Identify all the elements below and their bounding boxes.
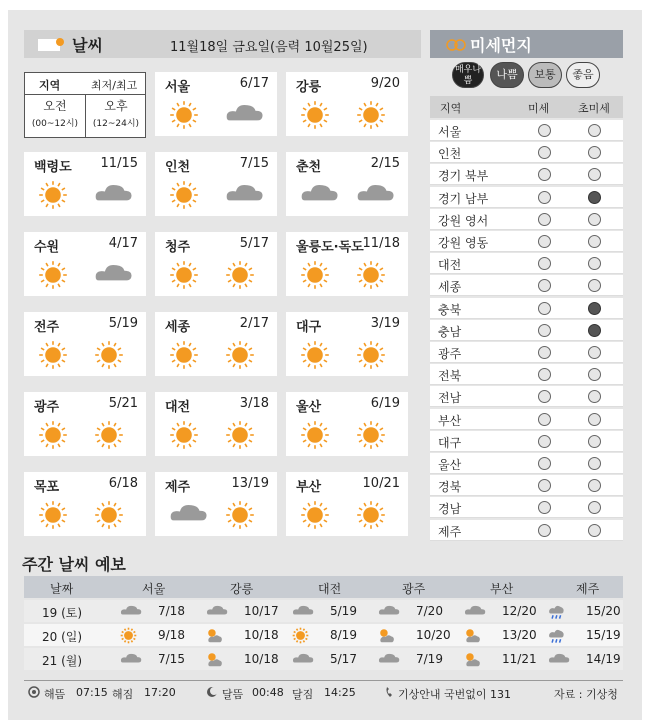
pm10-dot [538,479,551,492]
weekly-temp: 9/18 [158,628,185,642]
sun-icon [169,340,199,370]
sunrise-icon [28,686,40,698]
pm10-dot [538,168,551,181]
weekly-title: 주간 날씨 예보 [22,555,126,574]
sunset-time: 17:20 [144,686,176,699]
date-text: 11월18일 금요일(음력 10월25일) [170,40,368,55]
pm25-dot [588,168,601,181]
sunset-label: 해짐 [112,688,134,701]
city-card [155,232,277,296]
pm25-dot [588,413,601,426]
city-temp: 5/17 [239,236,269,251]
weekly-temp: 13/20 [502,628,537,642]
rain-icon [548,603,565,620]
dust-region: 전북 [438,369,462,384]
pm10-dot [538,235,551,248]
pm10-dot [538,524,551,537]
pm10-dot [538,390,551,403]
dust-region: 대구 [438,435,462,450]
city-card [24,232,146,296]
cloud-icon [356,180,395,204]
legend-minmax: 최저/최고 [91,79,138,92]
weekly-temp: 10/18 [244,652,279,666]
pm10-dot [538,368,551,381]
city-temp: 2/15 [370,156,400,171]
dust-head-pm25: 초미세 [578,102,610,115]
pm25-dot [588,346,601,359]
dust-region: 충남 [438,324,462,339]
dust-region: 경기 남부 [438,191,489,206]
sun-icon [169,260,199,290]
cloud-icon [120,651,142,665]
footer [24,680,623,702]
city-card [286,312,408,376]
weekly-temp: 15/20 [586,604,621,618]
sun-icon [356,500,386,530]
city-name: 서울 [165,80,191,95]
dust-row [430,298,623,319]
dust-row [430,320,623,341]
dust-region: 인천 [438,147,462,162]
city-temp: 6/19 [370,396,400,411]
city-temp: 5/21 [108,396,138,411]
dust-table [430,96,623,540]
sun-icon [300,420,330,450]
weekly-day: 19 (토) [42,606,83,620]
pm25-dot [588,257,601,270]
sun-icon [38,420,68,450]
dust-head-region: 지역 [440,102,462,115]
weekly-temp: 7/19 [416,652,443,666]
dust-row [430,142,623,163]
city-card [286,72,408,136]
dust-region: 서울 [438,125,462,139]
sun-icon [169,420,199,450]
weekly-temp: 8/19 [330,628,357,642]
pm25-dot [588,124,601,137]
city-card [286,392,408,456]
sun-icon [292,627,309,644]
legend-region: 지역 [39,79,61,92]
city-card [286,232,408,296]
city-temp: 3/19 [370,316,400,331]
pm10-dot [538,213,551,226]
city-name: 울릉도·독도 [296,240,364,255]
weekly-temp: 5/19 [330,604,357,618]
legend-pm-sub: (12~24시) [92,119,140,129]
weekly-temp: 15/19 [586,628,621,642]
city-card [286,472,408,536]
weekly-temp: 10/17 [244,604,279,618]
city-name: 광주 [34,400,60,415]
pm10-dot [538,435,551,448]
weekly-temp: 7/18 [158,604,185,618]
dust-row [430,497,623,518]
dust-region: 세종 [438,280,462,295]
cloud-icon [169,500,208,524]
weekly-temp: 5/17 [330,652,357,666]
pm25-dot [588,435,601,448]
pm25-dot [588,501,601,514]
pm10-dot [538,302,551,315]
city-temp: 4/17 [108,236,138,251]
city-name: 대전 [165,400,191,415]
sun-cloud-icon [206,627,223,644]
sun-icon [169,100,199,130]
pm25-dot [588,191,601,204]
dust-row [430,364,623,385]
weekly-temp: 7/20 [416,604,443,618]
sunrise-label: 해뜸 [44,688,66,701]
city-card [286,152,408,216]
sun-icon [120,627,137,644]
sun-cloud-icon [378,627,395,644]
dust-legend-item: 좋음 [566,62,600,88]
sun-cloud-icon [464,627,481,644]
dust-region: 부산 [438,413,462,428]
weekly-city-0: 서울 [142,582,166,596]
sun-icon [94,420,124,450]
dust-region: 광주 [438,347,462,361]
phone-text: 기상안내 국번없이 131 [398,688,511,701]
dust-row [430,231,623,252]
dust-row [430,431,623,452]
dust-region: 경남 [438,502,462,517]
city-name: 춘천 [296,160,322,175]
cloud-icon [225,180,264,204]
dust-row [430,187,623,208]
sun-icon [300,340,330,370]
pm25-dot [588,390,601,403]
moonrise-time: 00:48 [252,686,284,699]
city-name: 세종 [165,320,191,335]
city-name: 제주 [165,480,191,495]
pm25-dot [588,524,601,537]
pm10-dot [538,124,551,137]
city-temp: 3/18 [239,396,269,411]
cloud-icon [120,603,142,617]
sun-icon [225,260,255,290]
dust-region: 울산 [438,458,462,472]
rain-icon [548,627,565,644]
pm25-dot [588,146,601,159]
city-name: 울산 [296,400,322,415]
city-card [155,72,277,136]
city-card [155,312,277,376]
weekly-city-5: 제주 [576,582,600,596]
city-name: 수원 [34,240,60,255]
city-card [24,152,146,216]
pm25-dot [588,479,601,492]
sunrise-time: 07:15 [76,686,108,699]
pm10-dot [538,257,551,270]
dust-region: 강원 영서 [438,213,489,228]
weekly-city-1: 강릉 [230,582,254,596]
sun-icon [94,500,124,530]
dust-legend-item: 보통 [528,62,562,88]
cloud-icon [548,651,570,665]
weekly-city-4: 부산 [490,582,514,596]
city-name: 백령도 [34,160,72,175]
city-card [24,312,146,376]
dust-row [430,409,623,430]
sun-icon [300,500,330,530]
dust-head-pm10: 미세 [528,102,550,115]
pm25-dot [588,368,601,381]
pm10-dot [538,346,551,359]
pm25-dot [588,302,601,315]
dust-row [430,386,623,407]
city-card [155,472,277,536]
sun-icon [225,340,255,370]
phone-icon [384,686,396,698]
city-name: 청주 [165,240,191,255]
pm10-dot [538,324,551,337]
sun-icon [38,500,68,530]
city-card [155,392,277,456]
dust-row [430,520,623,541]
pm25-dot [588,213,601,226]
cloud-icon [94,260,133,284]
city-name: 대구 [296,320,322,335]
sun-icon [38,180,68,210]
sun-icon [356,260,386,290]
city-temp: 11/18 [362,236,400,251]
moonset-label: 달짐 [292,688,314,701]
dust-region: 제주 [438,524,462,539]
weekly-row [24,648,623,670]
dust-title: 미세먼지 [470,36,532,55]
city-temp: 5/19 [108,316,138,331]
sun-cloud-icon [206,651,223,668]
city-name: 목포 [34,480,60,495]
cloud-icon [464,603,486,617]
dust-region: 전남 [438,391,462,406]
weather-title: 날씨 [72,36,103,55]
weather-logo-icon [38,35,68,53]
weekly-temp: 7/15 [158,652,185,666]
sun-icon [225,500,255,530]
dust-row [430,164,623,185]
weekly-row [24,600,623,622]
city-temp: 9/20 [370,76,400,91]
pm10-dot [538,501,551,514]
pm25-dot [588,235,601,248]
dust-legend-item: 매우나쁨 [452,62,484,88]
sun-icon [225,420,255,450]
dust-row [430,342,623,363]
dust-region: 대전 [438,258,462,273]
dust-row [430,453,623,474]
pm10-dot [538,279,551,292]
weekly-header [24,576,623,598]
legend-am-sub: (00~12시) [31,119,79,129]
city-temp: 11/15 [100,156,138,171]
city-name: 강릉 [296,80,322,95]
sun-icon [356,340,386,370]
sun-icon [38,340,68,370]
moon-icon [206,686,218,698]
sun-cloud-icon [464,651,481,668]
dust-row [430,253,623,274]
sun-icon [356,100,386,130]
sun-icon [169,180,199,210]
sun-icon [356,420,386,450]
weekly-city-2: 대전 [318,582,342,596]
pm25-dot [588,457,601,470]
cloud-icon [292,651,314,665]
pm10-dot [538,457,551,470]
dust-row [430,120,623,141]
sun-icon [300,100,330,130]
dust-row [430,475,623,496]
cloud-icon [225,100,264,124]
sun-icon [94,340,124,370]
city-temp: 13/19 [231,476,269,491]
pm25-dot [588,324,601,337]
dust-region: 경북 [438,480,462,495]
weekly-row [24,624,623,646]
city-temp: 7/15 [239,156,269,171]
pm10-dot [538,146,551,159]
city-card [155,152,277,216]
weekly-temp: 11/21 [502,652,537,666]
dust-header [430,30,623,58]
dust-row [430,209,623,230]
city-name: 인천 [165,160,191,175]
weekly-temp: 10/18 [244,628,279,642]
dust-region: 강원 영동 [438,236,489,250]
legend-pm: 오후 [104,99,128,113]
cloud-icon [292,603,314,617]
dust-logo-icon [444,36,468,52]
weekly-temp: 10/20 [416,628,451,642]
legend-am: 오전 [43,99,67,113]
sun-icon [300,260,330,290]
weekly-date-label: 날짜 [50,582,74,596]
city-card [24,392,146,456]
weekly-temp: 12/20 [502,604,537,618]
weekly-day: 21 (월) [42,654,83,668]
pm10-dot [538,413,551,426]
weather-header [24,30,421,58]
legend-box [24,72,146,138]
city-name: 전주 [34,320,60,335]
cloud-icon [300,180,339,204]
city-temp: 2/17 [239,316,269,331]
city-temp: 10/21 [362,476,400,491]
pm25-dot [588,279,601,292]
cloud-icon [206,603,228,617]
cloud-icon [378,651,400,665]
city-temp: 6/17 [239,76,269,91]
city-name: 부산 [296,480,322,495]
moonrise-label: 달뜸 [222,688,244,701]
cloud-icon [378,603,400,617]
weekly-city-3: 광주 [402,582,426,596]
city-temp: 6/18 [108,476,138,491]
sun-icon [38,260,68,290]
dust-legend-item: 나쁨 [490,62,524,88]
pm10-dot [538,191,551,204]
cloud-icon [94,180,133,204]
dust-row [430,275,623,296]
weekly-day: 20 (일) [42,630,83,644]
city-card [24,472,146,536]
dust-region: 경기 북부 [438,169,489,184]
source-text: 자료 : 기상청 [554,688,618,701]
dust-region: 충북 [438,302,462,317]
moonset-time: 14:25 [324,686,356,699]
weekly-temp: 14/19 [586,652,621,666]
